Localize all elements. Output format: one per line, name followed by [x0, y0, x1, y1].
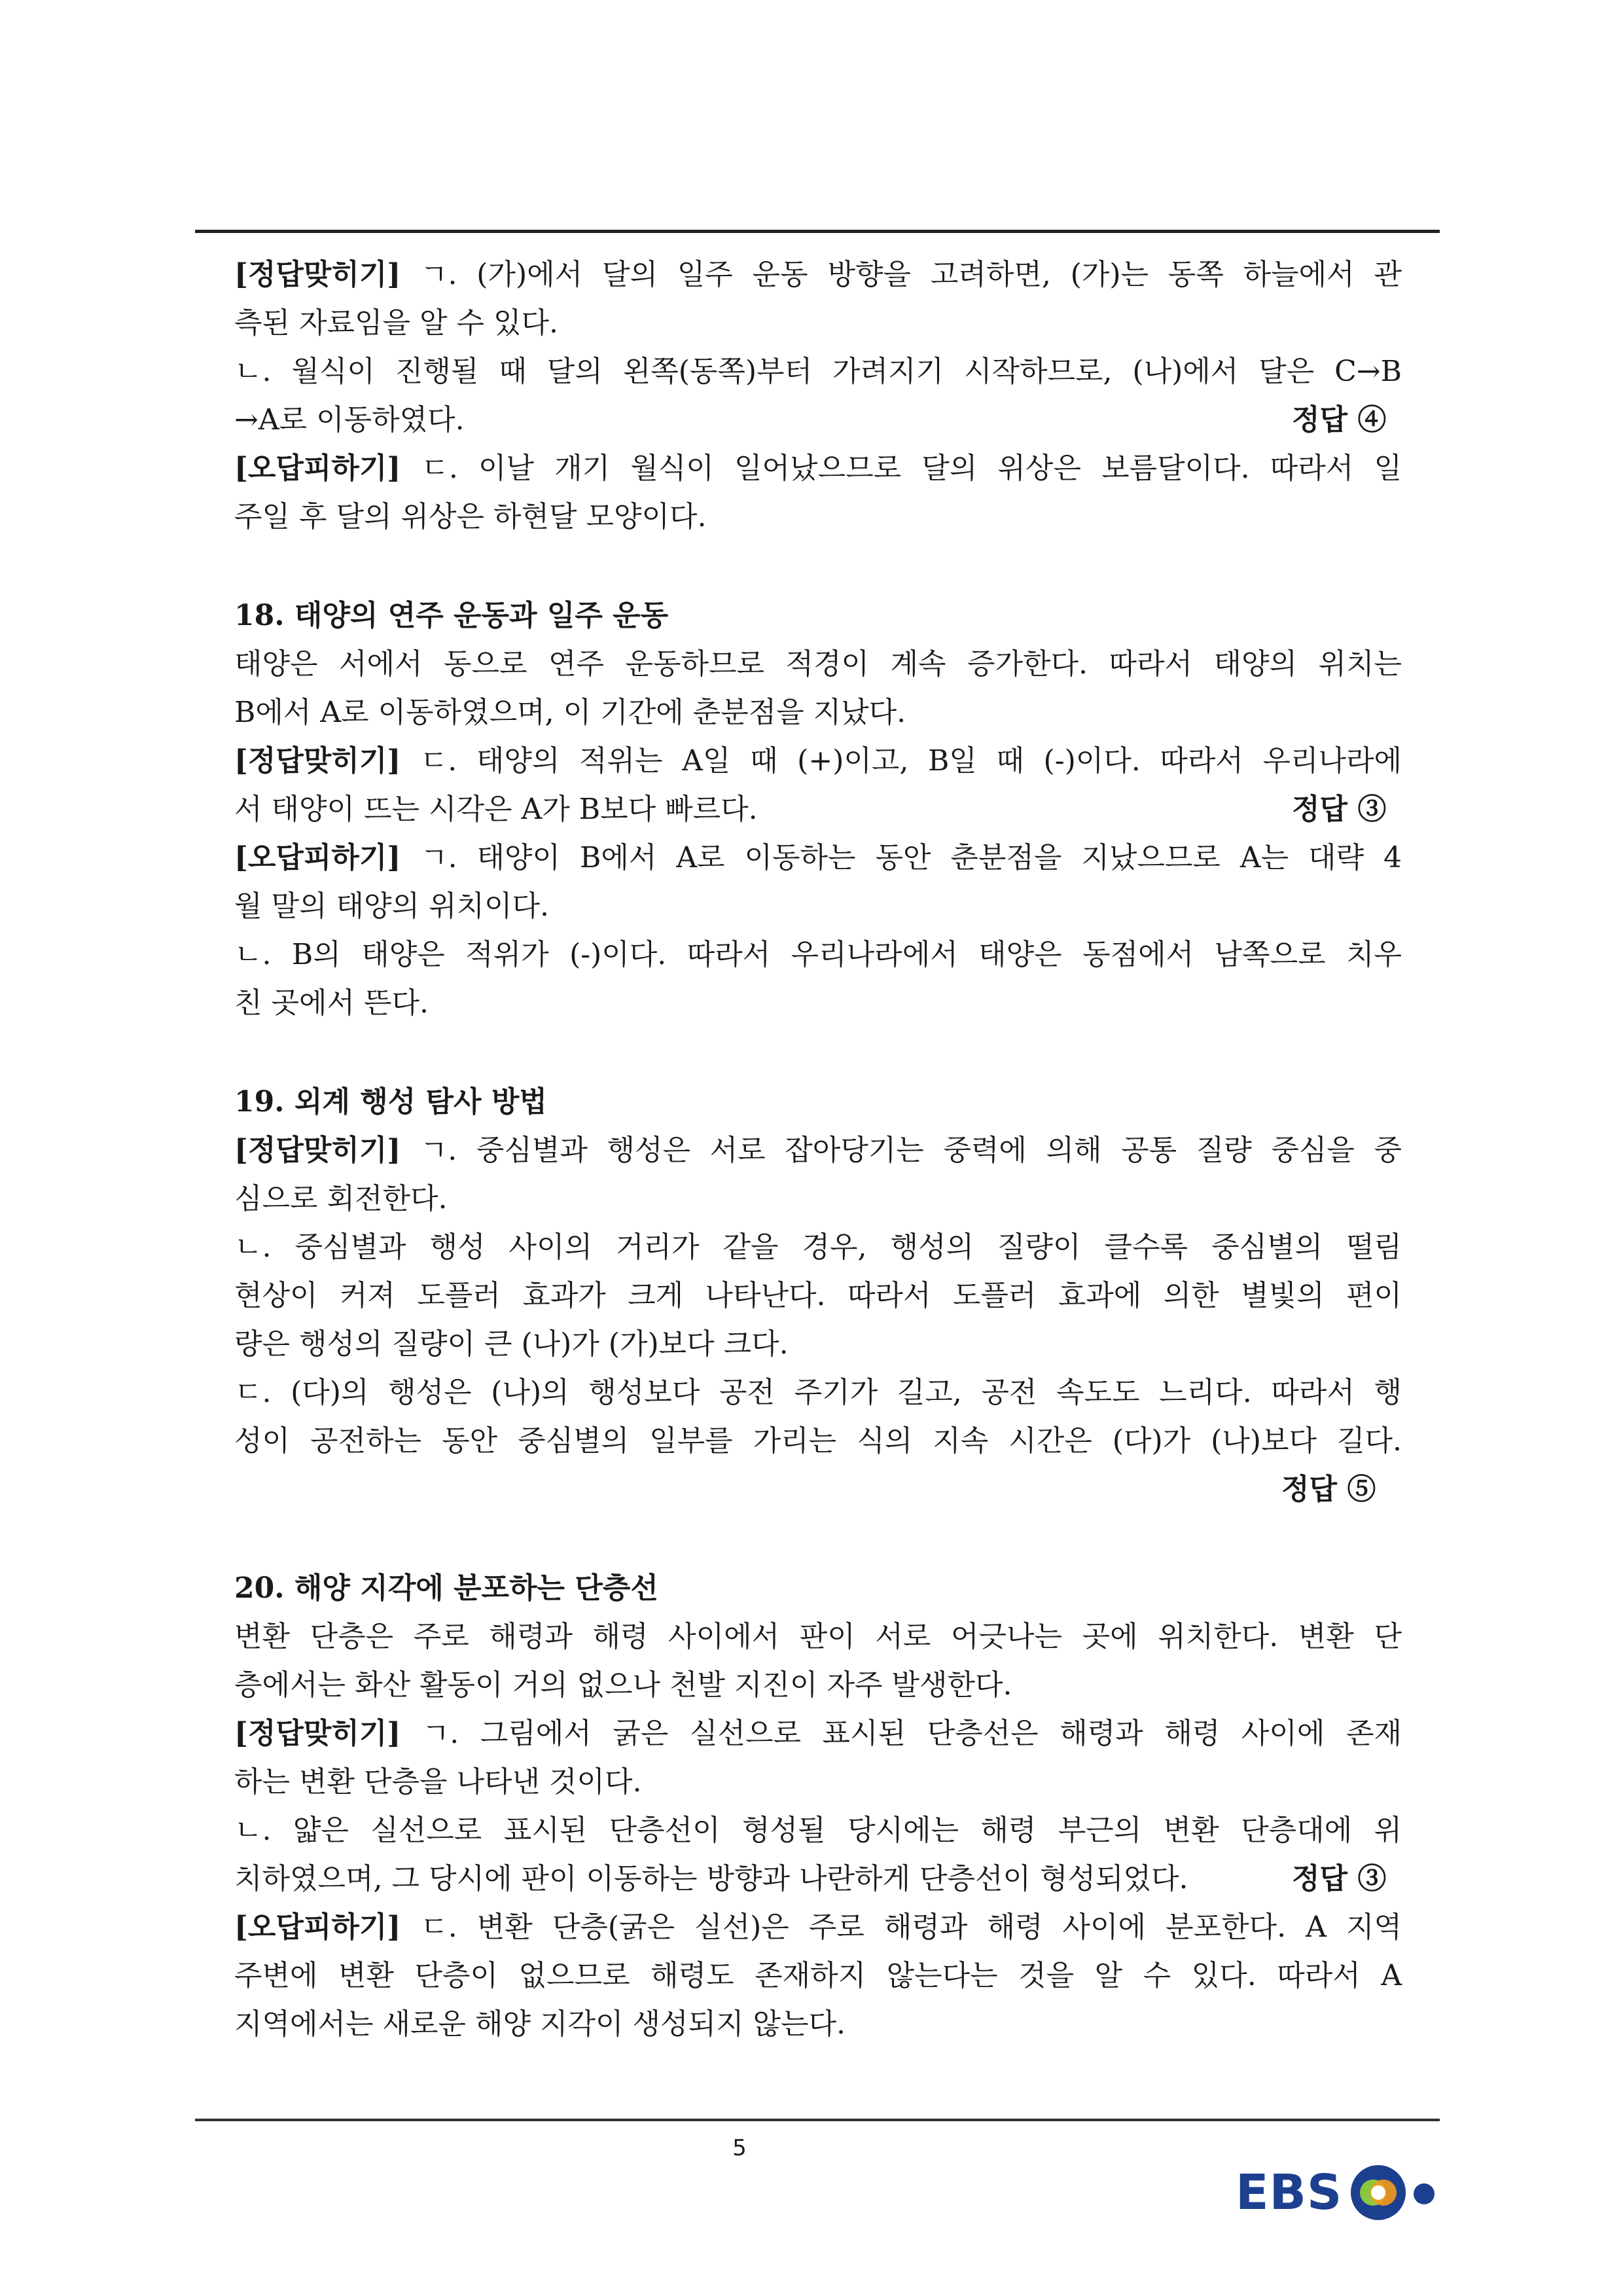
text-line: ㄷ. (다)의 행성은 (나)의 행성보다 공전 주기가 길고, 공전 속도도 느리다. 따라서 행 — [234, 1376, 1402, 1409]
text-line: [오답피하기] ㄷ. 변환 단층(굵은 실선)은 주로 해령과 해령 사이에 분포한다. A 지역 — [234, 1910, 1402, 1944]
text-line: 현상이 커져 도플러 효과가 크게 나타난다. 따라서 도플러 효과에 의한 별빛의 편이 — [234, 1279, 1402, 1312]
ebs-logo — [1236, 2157, 1445, 2229]
ebs-logo-circles-icon — [1346, 2160, 1444, 2225]
section-heading: 19. 외계 행성 탐사 방법 — [234, 1085, 547, 1119]
text-line: [오답피하기] ㄱ. 태양이 B에서 A로 이동하는 동안 춘분점을 지났으므로 A는 대략 4 — [234, 841, 1402, 874]
text-line: 하는 변환 단층을 나타낸 것이다. — [234, 1765, 642, 1799]
text-line: ㄴ. 중심별과 행성 사이의 거리가 같을 경우, 행성의 질량이 클수록 중심별의 떨림 — [234, 1230, 1402, 1264]
text-line: 월 말의 태양의 위치이다. — [234, 889, 549, 923]
text-line: 서 태양이 뜨는 시각은 A가 B보다 빠르다. — [234, 793, 758, 826]
header-rule — [195, 230, 1440, 233]
text-line: 성이 공전하는 동안 중심별의 일부를 가리는 식의 지속 시간은 (다)가 (나)보다 길다. — [234, 1424, 1402, 1458]
page-number: 5 — [732, 2135, 747, 2161]
text-line: [정답맞히기] ㄱ. 그림에서 굵은 실선으로 표시된 단층선은 해령과 해령 사이에 존재 — [234, 1717, 1402, 1750]
text-line: ㄴ. 월식이 진행될 때 달의 왼쪽(동쪽)부터 가려지기 시작하므로, (나)에서 달은 C→B — [234, 355, 1402, 388]
text-line: 태양은 서에서 동으로 연주 운동하므로 적경이 계속 증가한다. 따라서 태양의 위치는 — [234, 647, 1402, 681]
text-line: 친 곳에서 뜬다. — [234, 986, 429, 1020]
text-line: ㄴ. B의 태양은 적위가 (-)이다. 따라서 우리나라에서 태양은 동점에서 남쪽으로 치우 — [234, 938, 1402, 971]
text-line: 심으로 회전한다. — [234, 1182, 448, 1215]
text-line: 주변에 변환 단층이 없으므로 해령도 존재하지 않는다는 것을 알 수 있다. 따라서 A — [234, 1959, 1402, 1992]
text-line: 층에서는 화산 활동이 거의 없으나 천발 지진이 자주 발생한다. — [234, 1668, 1012, 1702]
answer-label: 정답 ③ — [1292, 1862, 1387, 1895]
text-line: 측된 자료임을 알 수 있다. — [234, 306, 558, 340]
text-line: →A로 이동하였다. — [234, 403, 465, 437]
text-line: 지역에서는 새로운 해양 지각이 생성되지 않는다. — [234, 2007, 846, 2041]
text-line: 변환 단층은 주로 해령과 해령 사이에서 판이 서로 어긋나는 곳에 위치한다. 변환 단 — [234, 1620, 1402, 1653]
logo-text: EBS — [1236, 2164, 1343, 2221]
text-line: [정답맞히기] ㄷ. 태양의 적위는 A일 때 (+)이고, B일 때 (-)이다. 따라서 우리나라에 — [234, 744, 1402, 778]
section-heading: 20. 해양 지각에 분포하는 단층선 — [234, 1571, 658, 1605]
section-heading: 18. 태양의 연주 운동과 일주 운동 — [234, 599, 669, 632]
answer-label: 정답 ③ — [1292, 793, 1387, 826]
text-line: 주일 후 달의 위상은 하현달 모양이다. — [234, 500, 707, 533]
text-line: [정답맞히기] ㄱ. 중심별과 행성은 서로 잡아당기는 중력에 의해 공통 질량 중심을 중 — [234, 1134, 1402, 1167]
text-line: 량은 행성의 질량이 큰 (나)가 (가)보다 크다. — [234, 1327, 789, 1361]
text-line: [오답피하기] ㄷ. 이날 개기 월식이 일어났으므로 달의 위상은 보름달이다. 따라서 일 — [234, 452, 1402, 485]
answer-label: 정답 ④ — [1292, 403, 1387, 437]
text-line: B에서 A로 이동하였으며, 이 기간에 춘분점을 지났다. — [234, 696, 906, 729]
footer-rule — [195, 2119, 1440, 2121]
text-line: [정답맞히기] ㄱ. (가)에서 달의 일주 운동 방향을 고려하면, (가)는 동쪽 하늘에서 관 — [234, 258, 1402, 291]
answer-label: 정답 ⑤ — [1281, 1473, 1376, 1506]
text-line: ㄴ. 얇은 실선으로 표시된 단층선이 형성될 당시에는 해령 부근의 변환 단층대에 위 — [234, 1814, 1402, 1847]
text-line: 치하였으며, 그 당시에 판이 이동하는 방향과 나란하게 단층선이 형성되었다. — [234, 1862, 1188, 1895]
